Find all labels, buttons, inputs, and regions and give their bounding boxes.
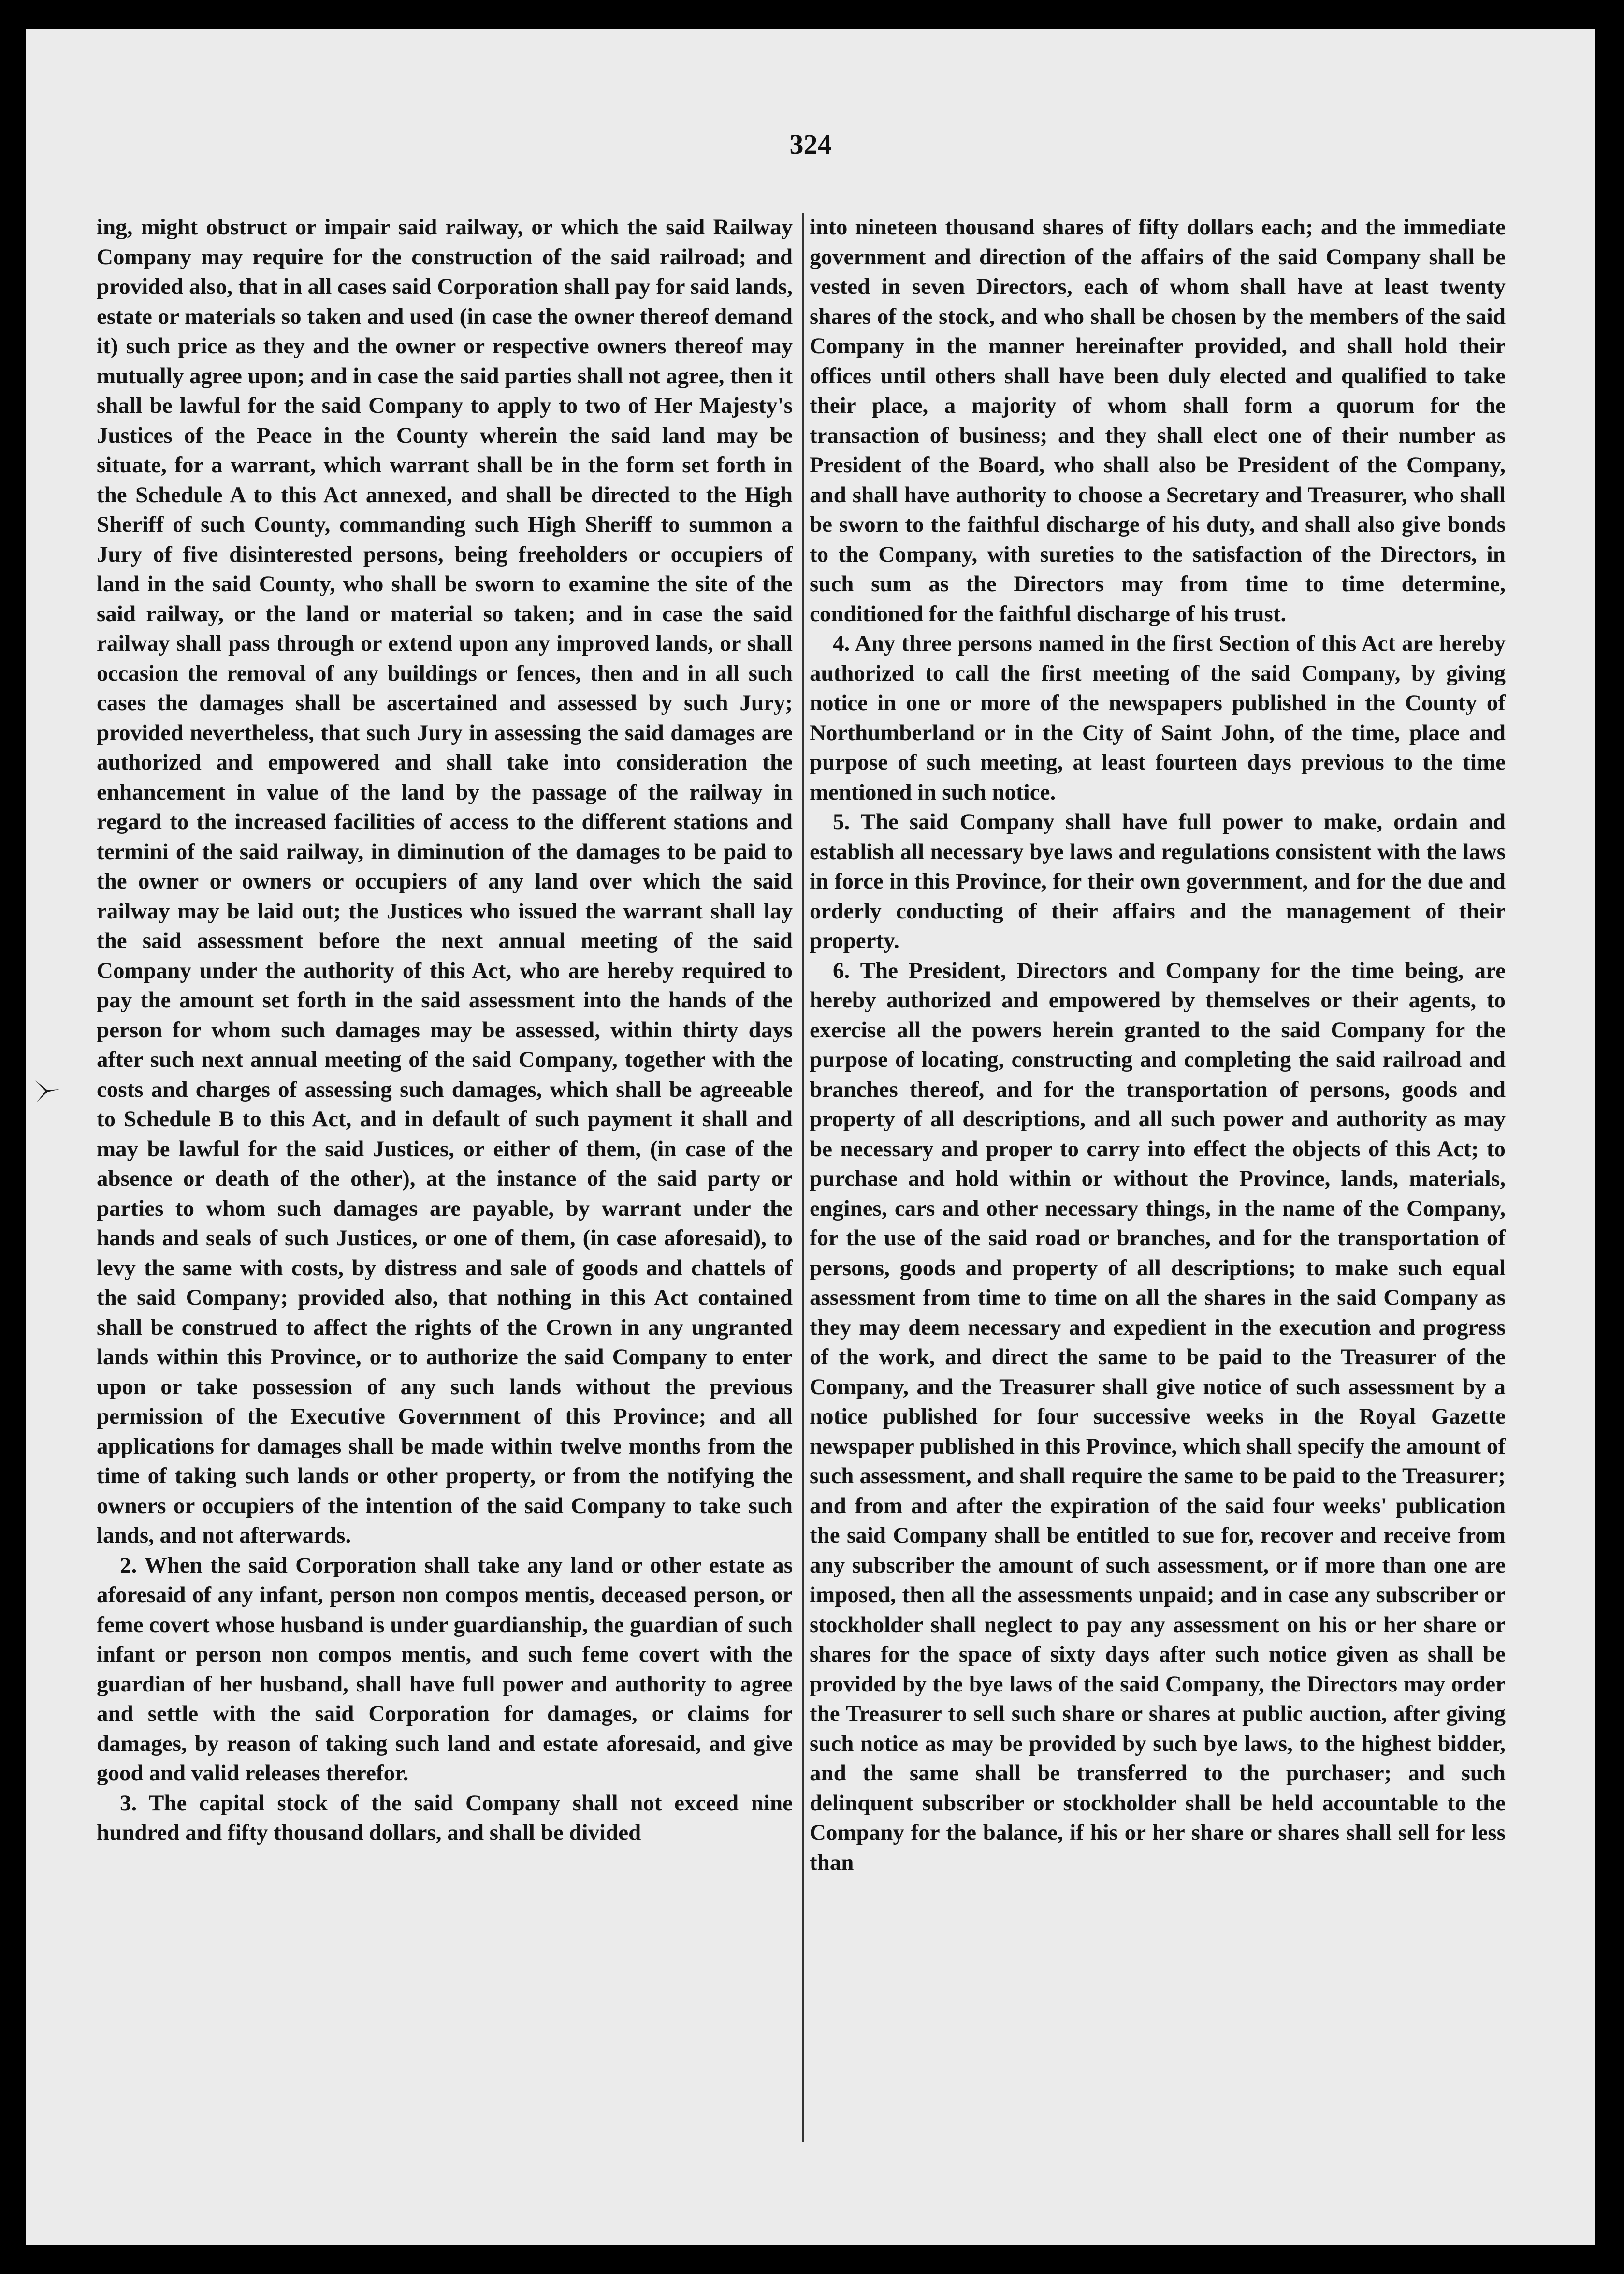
right-column	[810, 213, 1506, 1878]
paragraph-continuation: ing, might obstruct or impair said railway, or which the said Railway Company may require for the construction of the said railroad; and provided also, that in all cases said Corporation shall pay for said lands, estate or materials so taken and used (in case the owner thereof demand it) such price as they and the owner or respective owners thereof may mutually agree upon; and in case the said parties shall not agree, then it shall be lawful for the said Company to apply to two of Her Majesty's Justices of the Peace in the County wherein the said land may be situate, for a warrant, which warrant shall be in the form set forth in the Schedule A to this Act annexed, and shall be directed to the High Sheriff of such County, commanding such High Sheriff to summon a Jury of five disinterested persons, being freeholders or occupiers of land in the said County, who shall be sworn to examine the site of the said railway, or the land or material so taken; and in case the said railway shall pass through or extend upon any improved lands, or shall occasion the removal of any buildings or fences, then and in all such cases the damages shall be ascertained and assessed by such Jury; provided nevertheless, that such Jury in assessing the said damages are authorized and empowered and shall take into consideration the enhancement in value of the land by the passage of the railway in regard to the increased facilities of access to the different stations and termini of the said railway, in diminution of the damages to be paid to the owner or owners or occupiers of any land over which the said railway may be laid out; the Justices who issued the warrant shall lay the said assessment before the next annual meeting of the said Company under the authority of this Act, who are hereby required to pay the amount set forth in the said assessment into the hands of the person for whom such damages may be assessed, within thirty days after such next annual meeting of the said Company, together with the costs and charges of assessing such damages, which shall be agreeable to Schedule B to this Act, and in default of such payment it shall and may be lawful for the said Justices, or either of them, (in case of the absence or death of the other), at the instance of the said party or parties to whom such damages are payable, by warrant under the hands and seals of such Justices, or one of them, (in case aforesaid), to levy the same with costs, by distress and sale of goods and chattels of the said Company; provided also, that nothing in this Act contained shall be construed to affect the rights of the Crown in any ungranted lands within this Province, or to authorize the said Company to enter upon or take possession of any such lands without the previous permission of the Executive Government of this Province; and all applications for damages shall be made within twelve months from the time of taking such lands or other property, or from the notifying the owners or occupiers of the intention of the said Company to take such lands, and not afterwards.	[97, 215, 793, 1548]
margin-arrow-mark-icon	[33, 1076, 62, 1105]
left-column	[97, 213, 793, 1848]
section-6-paragraph: 6. The President, Directors and Company for the time being, are hereby authorized and empowered by themselves or their agents, to exercise all the powers herein granted to the said Company for the purpose of locating, constructing and completing the said railroad and branches thereof, and for the transportation of persons, goods and property of all descriptions, and all such power and authority as may be necessary and proper to carry into effect the objects of this Act; to purchase and hold within or without the Province, lands, materials, engines, cars and other necessary things, in the name of the Company, for the use of the said road or branches, and for the transportation of persons, goods and property of all descriptions; to make such equal assessment from time to time on all the shares in the said Company as they may deem necessary and expedient in the execution and progress of the work, and direct the same to be paid to the Treasurer of the Company, and the Treasurer shall give notice of such assessment by a notice published for four successive weeks in the Royal Gazette newspaper published in this Province, which shall specify the amount of such assessment, and shall require the same to be paid to the Treasurer; and from and after the expiration of the said four weeks' publication the said Company shall be entitled to sue for, recover and receive from any subscriber the amount of such assessment, or if more than one are imposed, then all the assessments unpaid; and in case any subscriber or stockholder shall neglect to pay any assessment on his or her share or shares for the space of sixty days after such notice given as shall be provided by the bye laws of the said Company, the Directors may order the Treasurer to sell such share or shares at public auction, after giving such notice as may be provided by such bye laws, to the highest bidder, and the same shall be transferred to the purchaser; and such delinquent subscriber or stockholder shall be held accountable to the Company for the balance, if his or her share or shares shall sell for less than	[810, 958, 1506, 1875]
section-3-paragraph: 3. The capital stock of the said Company shall not exceed nine hundred and fifty thousand dollars, and shall be divided	[97, 1790, 793, 1845]
section-4-paragraph: 4. Any three persons named in the first Section of this Act are hereby authorized to call the first meeting of the said Company, by giving notice in one or more of the newspapers published in the County of Northumberland or in the City of Saint John, of the time, place and purpose of such meeting, at least fourteen days previous to the time mentioned in such notice.	[810, 631, 1506, 805]
section-3-continuation: into nineteen thousand shares of fifty dollars each; and the immediate government and direction of the affairs of the said Company shall be vested in seven Directors, each of whom shall have at least twenty shares of the stock, and who shall be chosen by the members of the said Company in the manner hereinafter provided, and shall hold their offices until others shall have been duly elected and qualified to take their place, a majority of whom shall form a quorum for the transaction of business; and they shall elect one of their number as President of the Board, who shall also be President of the Company, and shall have authority to choose a Secretary and Treasurer, who shall be sworn to the faithful discharge of his duty, and shall also give bonds to the Company, with sureties to the satisfaction of the Directors, in such sum as the Directors may from time to time determine, conditioned for the faithful discharge of his trust.	[810, 215, 1506, 627]
section-5-paragraph: 5. The said Company shall have full power to make, ordain and establish all necessary bye laws and regulations consistent with the laws in force in this Province, for their own government, and for the due and orderly conducting of their affairs and the management of their property.	[810, 809, 1506, 953]
page-number: 324	[789, 129, 832, 160]
section-2-paragraph: 2. When the said Corporation shall take any land or other estate as aforesaid of any infant, person non compos mentis, deceased person, or feme covert whose husband is under guardianship, the guardian of such infant or person non compos mentis, and such feme covert with the guardian of her husband, shall have full power and authority to agree and settle with the said Corporation for damages, or claims for damages, by reason of taking such land and estate aforesaid, and give good and valid releases therefor.	[97, 1552, 793, 1786]
column-divider	[802, 213, 804, 2142]
document-page	[26, 29, 1595, 2245]
